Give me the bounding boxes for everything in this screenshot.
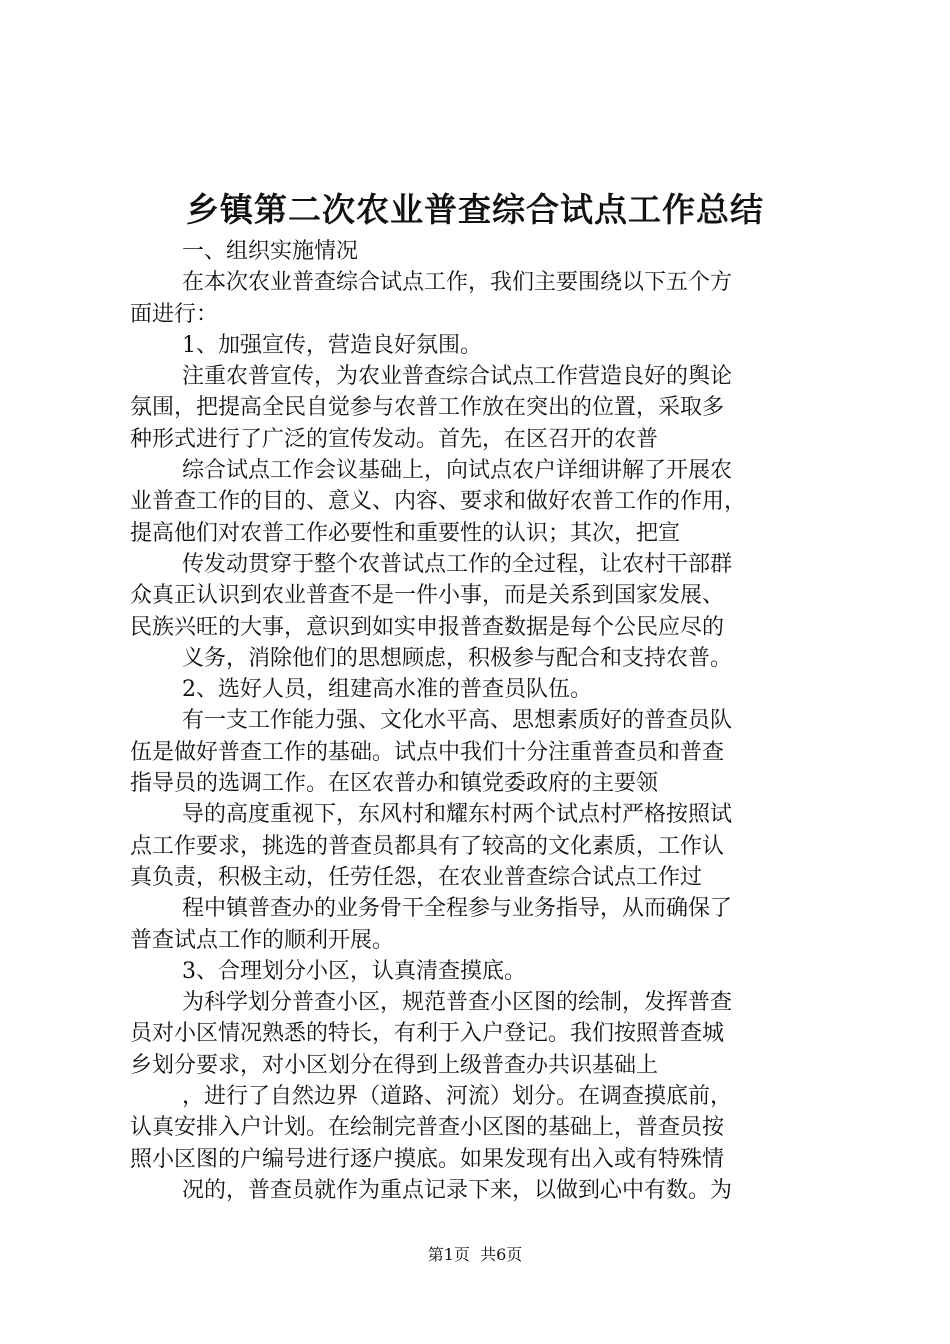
body-line: 在本次农业普查综合试点工作，我们主要围绕以下五个方 (182, 270, 733, 296)
body-line: 众真正认识到农业普查不是一件小事，而是关系到国家发展、 (130, 583, 725, 609)
document-title: 乡镇第二次农业普查综合试点工作总结 (186, 190, 764, 229)
body-line: 义务，消除他们的思想顾虑，积极参与配合和支持农普。 (182, 645, 733, 671)
body-line: 乡划分要求，对小区划分在得到上级普查办共识基础上 (130, 1052, 659, 1078)
body-line: 传发动贯穿于整个农普试点工作的全过程，让农村干部群 (182, 551, 733, 577)
body-line: 导的高度重视下，东风村和耀东村两个试点村严格按照试 (182, 802, 733, 828)
body-line: 业普查工作的目的、意义、内容、要求和做好农普工作的作用， (130, 489, 747, 515)
body-line: 氛围，把提高全民自觉参与农普工作放在突出的位置，采取多 (130, 395, 725, 421)
body-line: 有一支工作能力强、文化水平高、思想素质好的普查员队 (182, 708, 733, 734)
body-line: 1、加强宣传，营造良好氛围。 (182, 332, 482, 358)
body-line: 指导员的选调工作。在区农普办和镇党委政府的主要领 (130, 771, 659, 797)
body-line: 伍是做好普查工作的基础。试点中我们十分注重普查员和普查 (130, 739, 725, 765)
body-line: 照小区图的户编号进行逐户摸底。如果发现有出入或有特殊情 (130, 1146, 725, 1172)
body-line: 注重农普宣传，为农业普查综合试点工作营造良好的舆论 (182, 364, 733, 390)
body-line: 综合试点工作会议基础上，向试点农户详细讲解了开展农 (182, 458, 733, 484)
body-line: 民族兴旺的大事，意识到如实申报普查数据是每个公民应尽的 (130, 614, 725, 640)
body-line: 况的，普查员就作为重点记录下来，以做到心中有数。为 (182, 1177, 733, 1203)
body-line: 认真安排入户计划。在绘制完普查小区图的基础上，普查员按 (130, 1115, 725, 1141)
body-line: 点工作要求，挑选的普查员都具有了较高的文化素质，工作认 (130, 833, 725, 859)
body-line: 程中镇普查办的业务骨干全程参与业务指导，从而确保了 (182, 896, 733, 922)
body-line: ，进行了自然边界（道路、河流）划分。在调查摸底前， (182, 1084, 733, 1110)
body-line: 面进行： (130, 301, 219, 327)
page-number: 第1页 共6页 (427, 1245, 523, 1264)
body-line: 为科学划分普查小区，规范普查小区图的绘制，发挥普查 (182, 990, 733, 1016)
body-line: 普查试点工作的顺利开展。 (130, 927, 395, 953)
page-footer (0, 1245, 950, 1265)
body-line: 员对小区情况熟悉的特长，有利于入户登记。我们按照普查城 (130, 1021, 725, 1047)
body-line: 提高他们对农普工作必要性和重要性的认识；其次，把宣 (130, 520, 681, 546)
body-line: 一、组织实施情况 (182, 239, 359, 264)
body-line: 2、选好人员，组建高水准的普查员队伍。 (182, 677, 592, 703)
body-line: 种形式进行了广泛的宣传发动。首先，在区召开的农普 (130, 426, 659, 452)
document-body (130, 236, 830, 1206)
body-line: 真负责，积极主动，任劳任怨，在农业普查综合试点工作过 (130, 864, 703, 890)
body-line: 3、合理划分小区，认真清查摸底。 (182, 958, 526, 984)
